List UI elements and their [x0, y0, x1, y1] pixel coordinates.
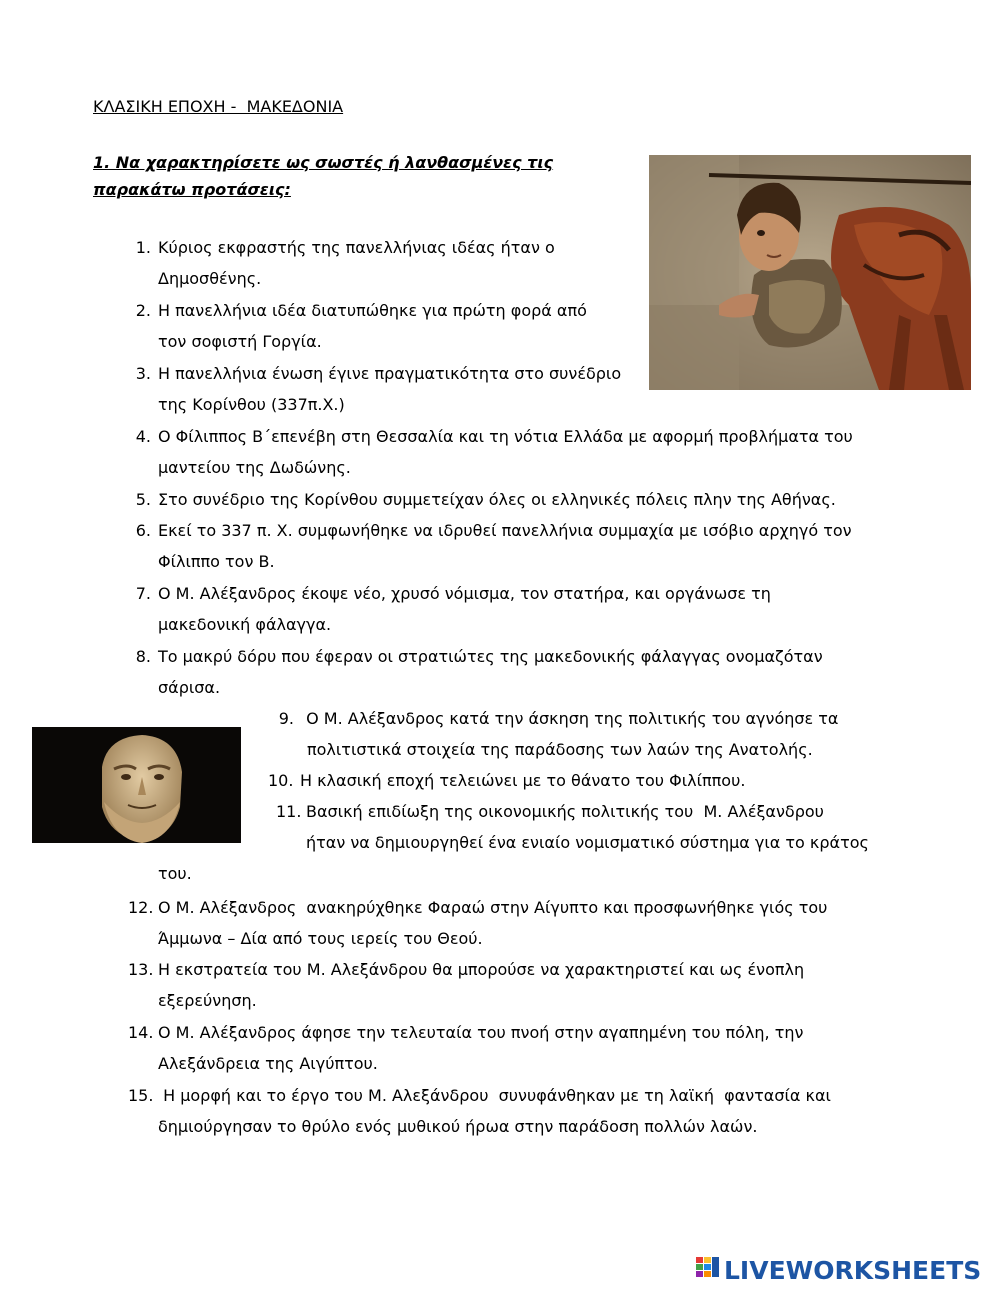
item-text: Ο Μ. Αλέξανδρος άφησε την τελευταία του πνοή στην αγαπημένη του πόλη, την	[158, 1023, 804, 1042]
item-number: 7.	[135, 584, 151, 603]
item-text: Βασική επιδίωξη της οικονομικής πολιτικής του Μ. Αλέξανδρου	[306, 802, 824, 821]
item-number: 13.	[128, 960, 154, 979]
item-text: Ο Μ. Αλέξανδρος έκοψε νέο, χρυσό νόμισμα, τον στατήρα, και οργάνωσε τη	[158, 584, 771, 603]
item-text: Η εκστρατεία του Μ. Αλεξάνδρου θα μπορούσε να χαρακτηριστεί και ως ένοπλη	[158, 960, 805, 979]
item-number: 14.	[128, 1023, 154, 1042]
item-text-cont: εξερεύνηση.	[158, 991, 257, 1010]
item-number: 15.	[128, 1086, 154, 1105]
item-number: 3.	[135, 364, 151, 383]
item-text-cont: Φίλιππο τον Β.	[158, 552, 275, 571]
page-title: ΚΛΑΣΙΚΗ ΕΠΟΧΗ - ΜΑΚΕΔΟΝΙΑ	[93, 97, 344, 116]
item-text-cont: ήταν να δημιουργηθεί ένα ενιαίο νομισματικό σύστημα για το κράτος	[306, 833, 869, 852]
item-text: Η μορφή και το έργο του Μ. Αλεξάνδρου συνυφάνθηκαν με τη λαϊκή φαντασία και	[158, 1086, 831, 1105]
item-number: 6.	[135, 521, 151, 540]
alexander-mosaic-image	[649, 155, 971, 390]
item-text: Εκεί το 337 π. Χ. συμφωνήθηκε να ιδρυθεί πανελλήνια συμμαχία με ισόβιο αρχηγό τον	[158, 521, 852, 540]
item-number: 1.	[135, 238, 151, 257]
item-number: 9.	[278, 709, 294, 728]
item-text-cont: μακεδονική φάλαγγα.	[158, 615, 332, 634]
item-text-cont: του.	[158, 864, 192, 883]
philip-bust-image	[32, 727, 241, 843]
item-number: 5.	[135, 490, 151, 509]
item-number: 10.	[268, 771, 294, 790]
item-text-cont: Δημοσθένης.	[158, 269, 262, 288]
item-text: Ο Μ. Αλέξανδρος ανακηρύχθηκε Φαραώ στην Αίγυπτο και προσφωνήθηκε γιός του	[158, 898, 828, 917]
item-text-cont: τον σοφιστή Γοργία.	[158, 332, 322, 351]
item-number: 12.	[128, 898, 154, 917]
logo-text: LIVEWORKSHEETS	[724, 1255, 982, 1285]
item-text: Η πανελλήνια ένωση έγινε πραγματικότητα στο συνέδριο	[158, 364, 622, 383]
item-text: Το μακρύ δόρυ που έφεραν οι στρατιώτες της μακεδονικής φάλαγγας ονομαζόταν	[158, 647, 823, 666]
item-number: 11.	[276, 802, 302, 821]
item-text: Ο Μ. Αλέξανδρος κατά την άσκηση της πολιτικής του αγνόησε τα	[301, 709, 839, 728]
item-text-cont: Αλεξάνδρεια της Αιγύπτου.	[158, 1054, 378, 1073]
item-text-cont: πολιτιστικά στοιχεία της παράδοσης των λαών της Ανατολής.	[307, 740, 813, 759]
item-text-cont: δημιούργησαν το θρύλο ενός μυθικού ήρωα στην παράδοση πολλών λαών.	[158, 1117, 758, 1136]
item-text: Στο συνέδριο της Κορίνθου συμμετείχαν όλες οι ελληνικές πόλεις πλην της Αθήνας.	[158, 490, 836, 509]
question-heading: 1. Να χαρακτηρίσετε ως σωστές ή λανθασμένες τις παρακάτω προτάσεις:	[93, 153, 554, 199]
liveworksheets-logo	[696, 1255, 981, 1285]
item-text: Η κλασική εποχή τελειώνει με το θάνατο του Φιλίππου.	[300, 771, 746, 790]
item-text-cont: σάρισα.	[158, 678, 221, 697]
item-number: 2.	[135, 301, 151, 320]
item-text-cont: μαντείου της Δωδώνης.	[158, 458, 351, 477]
item-text: Ο Φίλιππος Β΄επενέβη στη Θεσσαλία και τη νότια Ελλάδα με αφορμή προβλήματα του	[158, 427, 853, 446]
item-text-cont: Άμμωνα – Δία από τους ιερείς του Θεού.	[158, 929, 483, 948]
item-text: Κύριος εκφραστής της πανελλήνιας ιδέας ήταν ο	[158, 238, 555, 257]
item-number: 8.	[135, 647, 151, 666]
item-text: Η πανελλήνια ιδέα διατυπώθηκε για πρώτη φορά από	[158, 301, 587, 320]
item-number: 4.	[135, 427, 151, 446]
logo-icon	[696, 1257, 720, 1283]
item-text-cont: της Κορίνθου (337π.Χ.)	[158, 395, 345, 414]
